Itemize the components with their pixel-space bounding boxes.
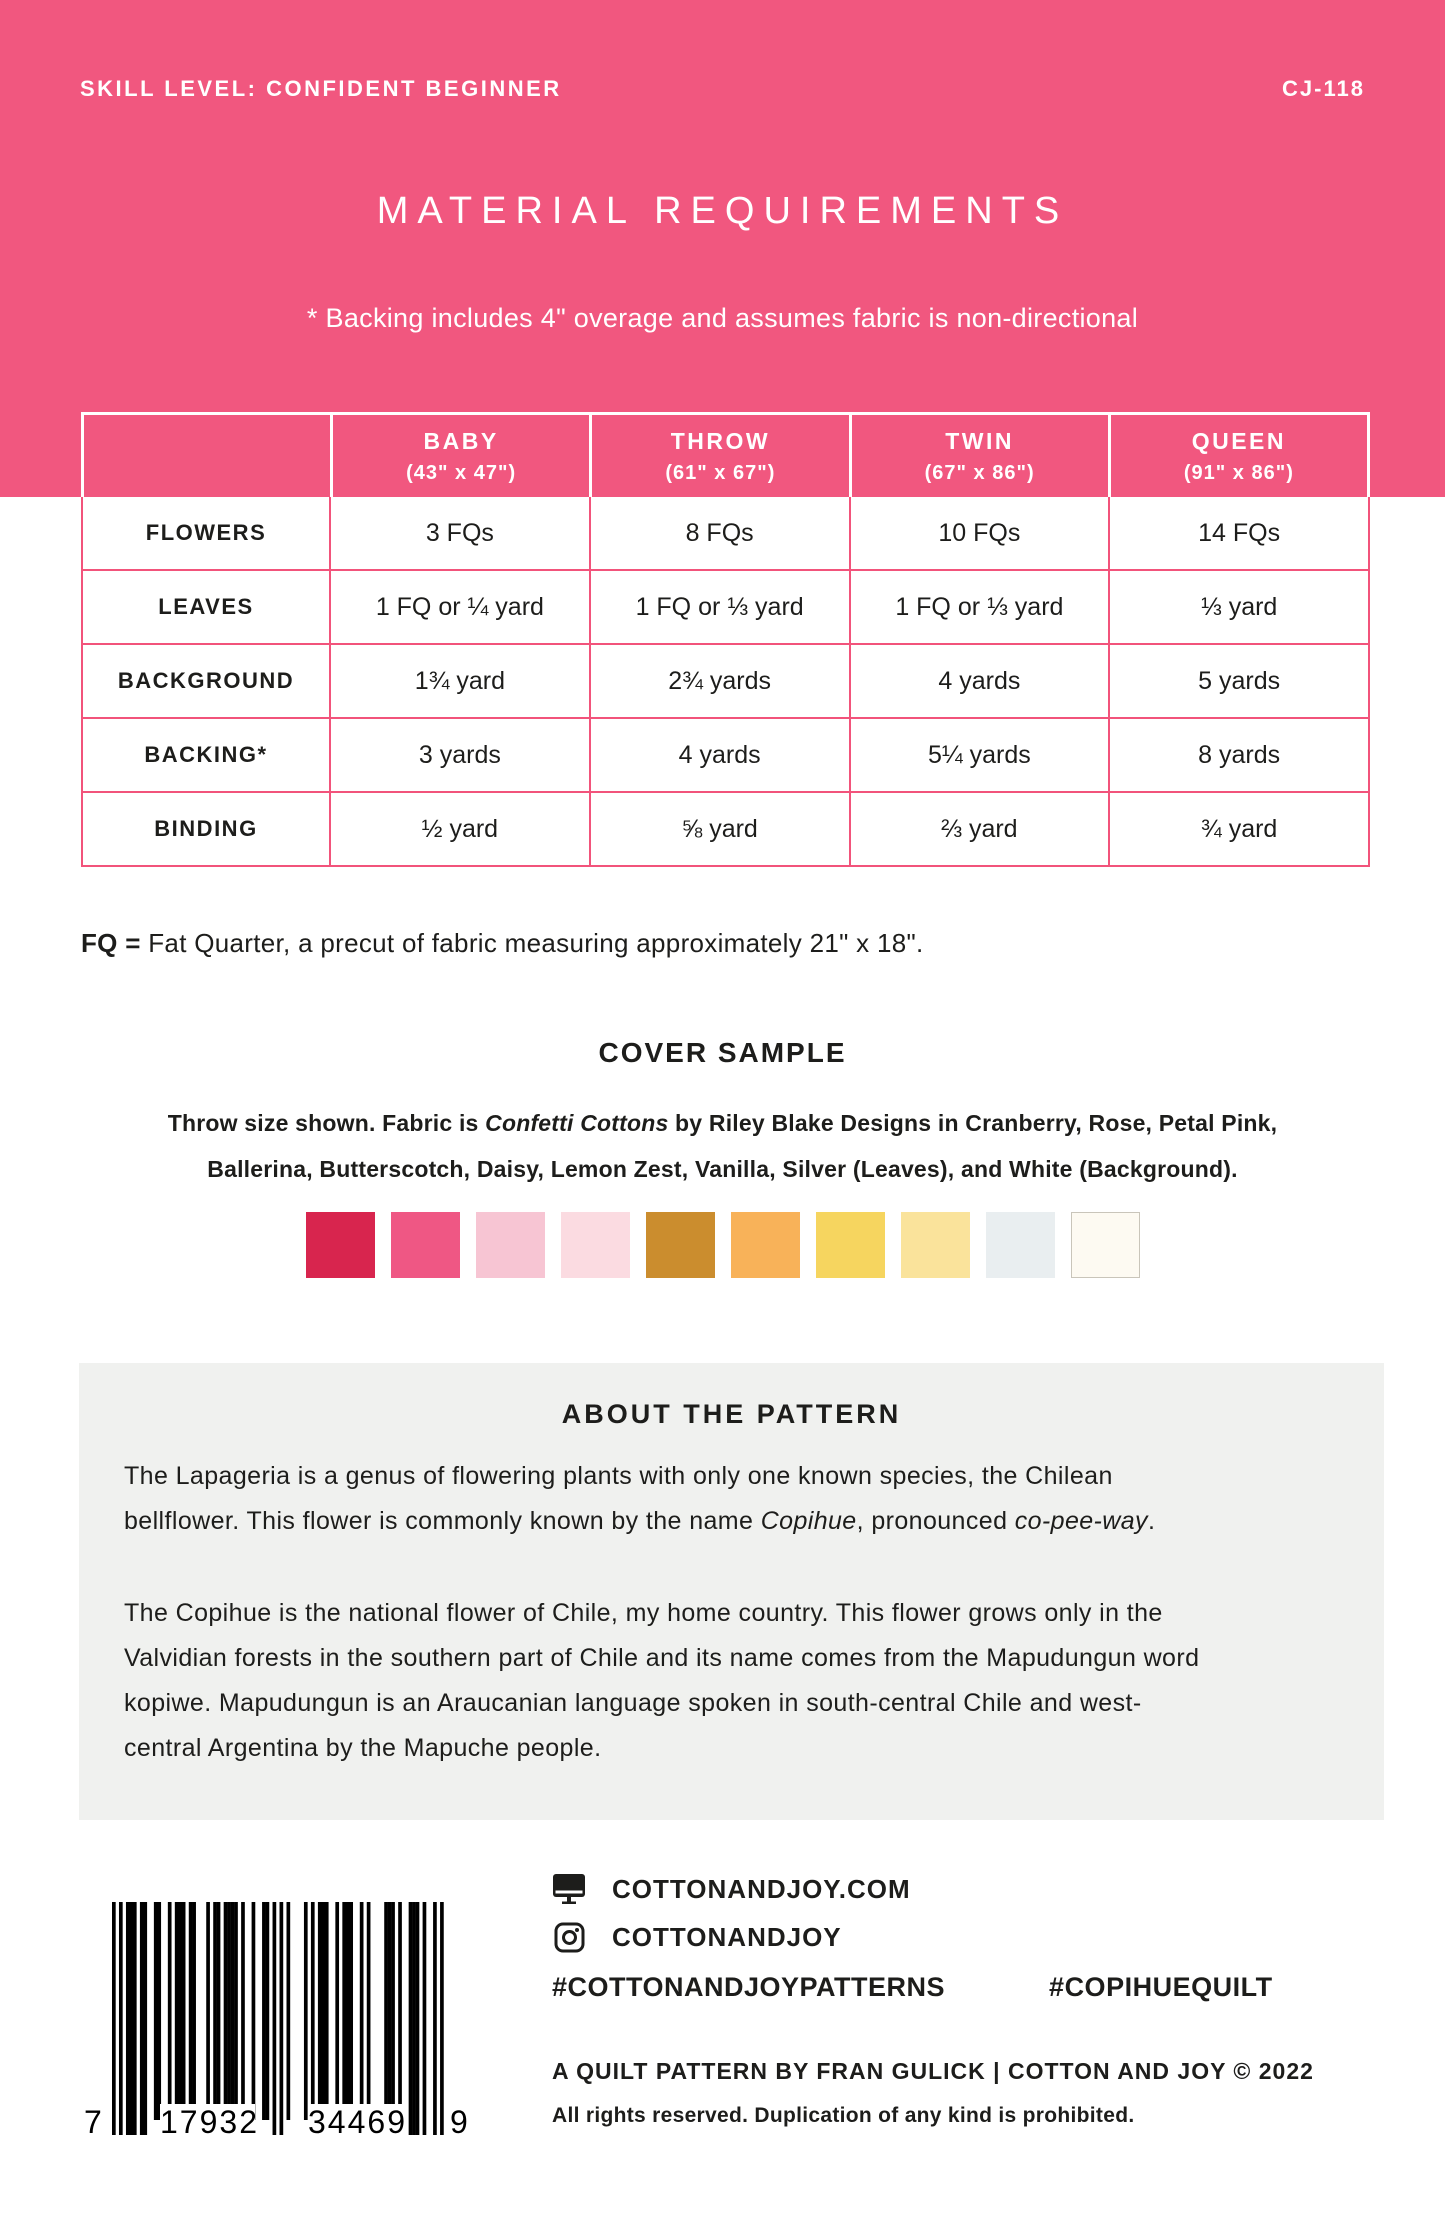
table-cell: ¾ yard bbox=[1108, 793, 1368, 865]
column-size: (43" x 47") bbox=[406, 461, 517, 484]
table-cell: 1 FQ or ⅓ yard bbox=[849, 571, 1109, 643]
about-paragraph-2 bbox=[124, 1591, 1339, 1771]
table-cell: 10 FQs bbox=[849, 497, 1109, 569]
hashtags-row bbox=[552, 1972, 1273, 2003]
material-requirements-table bbox=[81, 412, 1370, 867]
row-label: BACKGROUND bbox=[117, 668, 295, 693]
column-size: (61" x 67") bbox=[665, 461, 776, 484]
about-p2-line-2: Valvidian forests in the southern part of Chile and its name comes from the Mapudungun word bbox=[124, 1644, 1200, 1672]
table-cell: 8 FQs bbox=[589, 497, 849, 569]
website-url: COTTONANDJOY.COM bbox=[612, 1873, 911, 1904]
fq-term: FQ = bbox=[81, 928, 149, 958]
table-cell: 4 yards bbox=[849, 645, 1109, 717]
about-p1-line-2: bellflower. This flower is commonly known by the name Copihue, pronounced co-pee-way. bbox=[124, 1507, 1156, 1535]
hashtag-quilt: #COPIHUEQUILT bbox=[1049, 1972, 1273, 2002]
row-label: BACKING* bbox=[144, 742, 268, 767]
fabric-description bbox=[52, 1100, 1393, 1192]
about-p2-line-3: kopiwe. Mapudungun is an Araucanian language spoken in south-central Chile and west- bbox=[124, 1689, 1142, 1717]
backing-note: * Backing includes 4" overage and assumes fabric is non-directional bbox=[306, 303, 1139, 333]
about-title: ABOUT THE PATTERN bbox=[561, 1399, 902, 1429]
instagram-handle: COTTONANDJOY bbox=[612, 1921, 842, 1952]
table-row-binding bbox=[81, 793, 1370, 867]
column-header-twin bbox=[849, 415, 1108, 497]
column-label: BABY bbox=[423, 427, 499, 454]
column-label: TWIN bbox=[945, 427, 1014, 454]
table-cell: ⅝ yard bbox=[589, 793, 849, 865]
table-cell: 1 FQ or ¼ yard bbox=[329, 571, 589, 643]
table-cell: 8 yards bbox=[1108, 719, 1368, 791]
column-header-baby bbox=[330, 415, 589, 497]
table-cell: 1¾ yard bbox=[329, 645, 589, 717]
table-cell: ⅓ yard bbox=[1108, 571, 1368, 643]
fabric-line-2: Ballerina, Butterscotch, Daisy, Lemon Zest, Vanilla, Silver (Leaves), and White (Background). bbox=[207, 1156, 1238, 1182]
table-cell: 2¾ yards bbox=[589, 645, 849, 717]
about-paragraph-1 bbox=[124, 1454, 1339, 1544]
hashtag-patterns: #COTTONANDJOYPATTERNS bbox=[552, 1972, 946, 2002]
cover-sample-title: COVER SAMPLE bbox=[598, 1037, 847, 1068]
table-row-background bbox=[81, 645, 1370, 719]
table-row-backing bbox=[81, 719, 1370, 793]
barcode-digits-left: 17932 bbox=[160, 2104, 259, 2140]
swatch-ballerina bbox=[561, 1212, 630, 1278]
pronunciation-italic: co-pee-way bbox=[1014, 1507, 1148, 1535]
upc-barcode bbox=[62, 1902, 532, 2152]
column-size: (91" x 86") bbox=[1183, 461, 1294, 484]
website-row bbox=[552, 1870, 1273, 1908]
instagram-icon bbox=[552, 1920, 586, 1954]
instagram-row bbox=[552, 1918, 1273, 1956]
row-label: FLOWERS bbox=[145, 520, 267, 545]
table-row-flowers bbox=[81, 497, 1370, 571]
table-cell: 5 yards bbox=[1108, 645, 1368, 717]
swatch-butterscotch bbox=[646, 1212, 715, 1278]
about-p1-line-1: The Lapageria is a genus of flowering plants with only one known species, the Chilean bbox=[124, 1462, 1113, 1490]
table-cell: ½ yard bbox=[329, 793, 589, 865]
swatch-vanilla bbox=[901, 1212, 970, 1278]
table-cell: 1 FQ or ⅓ yard bbox=[589, 571, 849, 643]
table-cell: 4 yards bbox=[589, 719, 849, 791]
table-cell: 14 FQs bbox=[1108, 497, 1368, 569]
swatch-white bbox=[1071, 1212, 1140, 1278]
table-cell: ⅔ yard bbox=[849, 793, 1109, 865]
page-title: MATERIAL REQUIREMENTS bbox=[376, 190, 1069, 232]
row-label: BINDING bbox=[154, 816, 258, 841]
column-header-queen bbox=[1108, 415, 1367, 497]
fq-definition-text: Fat Quarter, a precut of fabric measuring approximately 21" x 18". bbox=[148, 928, 924, 958]
rights-line: All rights reserved. Duplication of any kind is prohibited. bbox=[552, 2104, 1135, 2127]
copihue-italic: Copihue bbox=[760, 1507, 857, 1535]
about-p2-line-4: central Argentina by the Mapuche people. bbox=[124, 1734, 602, 1762]
swatch-lemon-zest bbox=[816, 1212, 885, 1278]
pattern-code: CJ-118 bbox=[1282, 76, 1365, 101]
fq-definition bbox=[81, 928, 924, 959]
table-cell: 3 FQs bbox=[329, 497, 589, 569]
column-header-empty bbox=[84, 415, 330, 497]
about-the-pattern-box bbox=[79, 1363, 1384, 1820]
swatch-petal-pink bbox=[476, 1212, 545, 1278]
column-label: THROW bbox=[670, 427, 771, 454]
monitor-icon bbox=[552, 1872, 586, 1906]
swatch-daisy bbox=[731, 1212, 800, 1278]
column-header-throw bbox=[589, 415, 848, 497]
fabric-collection-name: Confetti Cottons bbox=[485, 1110, 669, 1136]
table-row-leaves bbox=[81, 571, 1370, 645]
table-cell: 3 yards bbox=[329, 719, 589, 791]
credit-line: A QUILT PATTERN BY FRAN GULICK | COTTON AND JOY © 2022 bbox=[552, 2058, 1314, 2084]
footer-links bbox=[552, 1870, 1273, 2003]
swatch-rose bbox=[391, 1212, 460, 1278]
barcode-digits-right: 34469 bbox=[308, 2104, 407, 2140]
swatch-cranberry bbox=[306, 1212, 375, 1278]
barcode-digit-check: 9 bbox=[450, 2104, 468, 2140]
column-label: QUEEN bbox=[1191, 427, 1287, 454]
table-cell: 5¼ yards bbox=[849, 719, 1109, 791]
skill-level-label: SKILL LEVEL: CONFIDENT BEGINNER bbox=[80, 76, 562, 101]
barcode-digit-system: 7 bbox=[84, 2104, 102, 2140]
fabric-swatch-row bbox=[0, 1212, 1445, 1278]
column-size: (67" x 86") bbox=[924, 461, 1035, 484]
row-label: LEAVES bbox=[158, 594, 254, 619]
fabric-line-1: Throw size shown. Fabric is Confetti Cottons by Riley Blake Designs in Cranberry, Rose, Petal Pink, bbox=[167, 1110, 1278, 1136]
swatch-silver bbox=[986, 1212, 1055, 1278]
table-header-row bbox=[81, 412, 1370, 497]
about-p2-line-1: The Copihue is the national flower of Chile, my home country. This flower grows only in the bbox=[124, 1599, 1163, 1627]
